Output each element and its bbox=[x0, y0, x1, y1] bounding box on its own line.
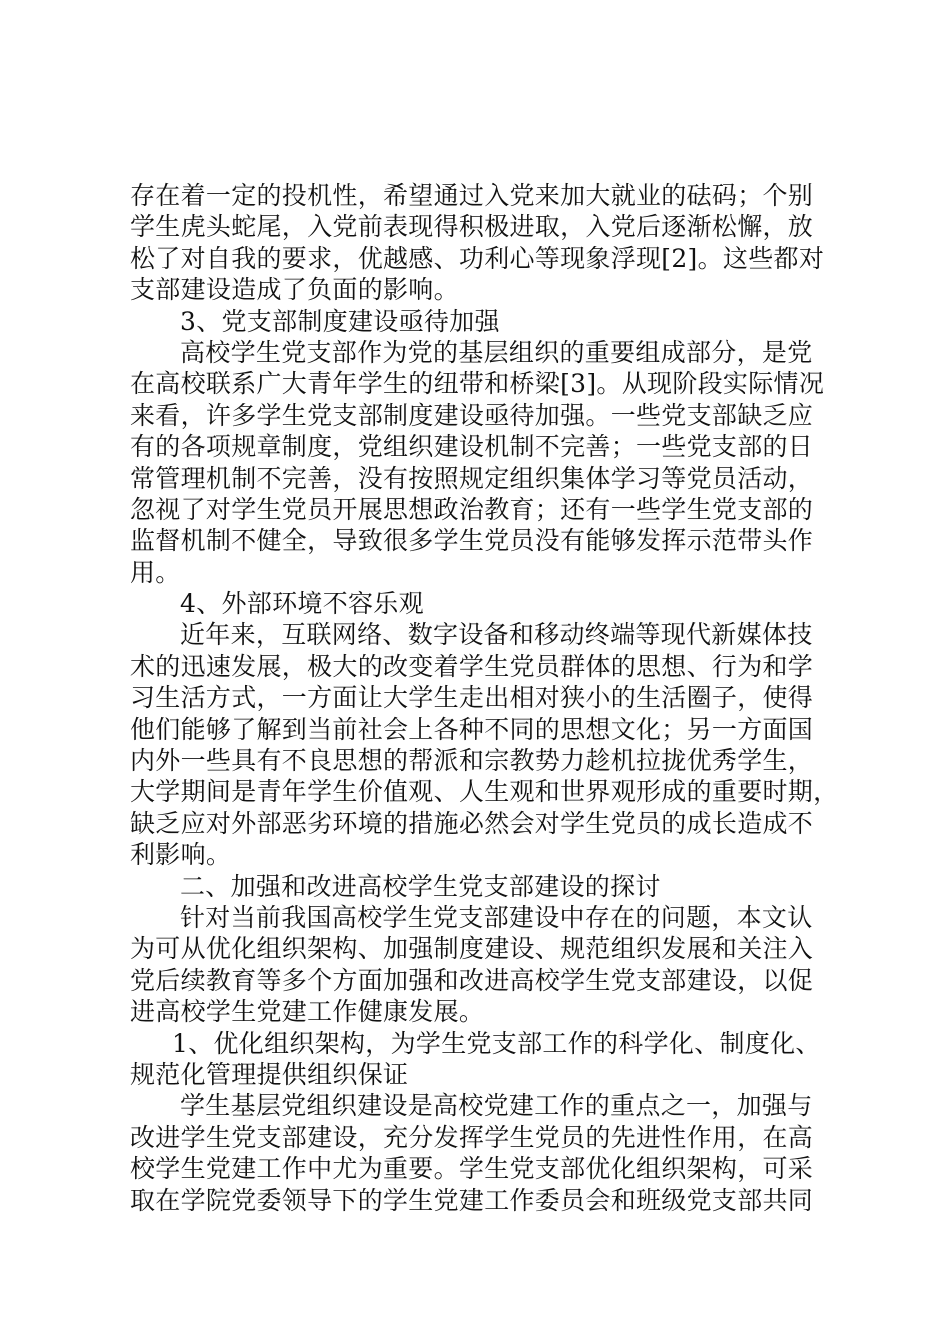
text-line: 针对当前我国高校学生党支部建设中存在的问题，本文认 bbox=[180, 902, 813, 932]
text-line: 监督机制不健全，导致很多学生党员没有能够发挥示范带头作 bbox=[130, 526, 814, 556]
text-line: 他们能够了解到当前社会上各种不同的思想文化；另一方面国 bbox=[130, 714, 814, 744]
text-line: 用。 bbox=[130, 557, 181, 587]
text-line: 支部建设造成了负面的影响。 bbox=[130, 275, 459, 305]
section-heading: 3、党支部制度建设亟待加强 bbox=[180, 306, 500, 336]
text-line: 为可从优化组织架构、加强制度建设、规范组织发展和关注入 bbox=[130, 934, 814, 964]
text-line: 学生虎头蛇尾，入党前表现得积极进取，入党后逐渐松懈，放 bbox=[130, 212, 814, 242]
text-line: 存在着一定的投机性，希望通过入党来加大就业的砝码；个别 bbox=[130, 181, 814, 210]
document-page bbox=[130, 180, 840, 1216]
text-line: 大学期间是青年学生价值观、人生观和世界观形成的重要时期， bbox=[130, 777, 839, 807]
text-line: 有的各项规章制度，党组织建设机制不完善；一些党支部的日 bbox=[130, 432, 814, 462]
section-heading: 二、加强和改进高校学生党支部建设的探讨 bbox=[180, 871, 661, 901]
text-line: 习生活方式，一方面让大学生走出相对狭小的生活圈子，使得 bbox=[130, 683, 814, 713]
section-heading-continued: 规范化管理提供组织保证 bbox=[130, 1059, 409, 1089]
text-line: 校学生党建工作中尤为重要。学生党支部优化组织架构，可采 bbox=[130, 1154, 814, 1184]
text-line: 术的迅速发展，极大的改变着学生党员群体的思想、行为和学 bbox=[130, 651, 814, 681]
text-line: 高校学生党支部作为党的基层组织的重要组成部分，是党 bbox=[180, 337, 813, 367]
text-line: 改进学生党支部建设，充分发挥学生党员的先进性作用，在高 bbox=[130, 1122, 814, 1152]
text-line: 取在学院党委领导下的学生党建工作委员会和班级党支部共同 bbox=[130, 1185, 814, 1215]
text-line: 在高校联系广大青年学生的纽带和桥梁[3]。从现阶段实际情况 bbox=[130, 369, 825, 399]
section-heading: 4、外部环境不容乐观 bbox=[180, 589, 424, 619]
text-line: 近年来，互联网络、数字设备和移动终端等现代新媒体技 bbox=[180, 620, 813, 650]
text-line: 松了对自我的要求，优越感、功利心等现象浮现[2]。这些都对 bbox=[130, 243, 825, 273]
text-line: 忽视了对学生党员开展思想政治教育；还有一些学生党支部的 bbox=[130, 494, 814, 524]
text-line: 学生基层党组织建设是高校党建工作的重点之一，加强与 bbox=[180, 1091, 813, 1121]
text-line: 进高校学生党建工作健康发展。 bbox=[130, 997, 485, 1027]
text-line: 利影响。 bbox=[130, 840, 232, 870]
section-heading: 1、优化组织架构，为学生党支部工作的科学化、制度化、 bbox=[172, 1028, 821, 1058]
text-line: 常管理机制不完善，没有按照规定组织集体学习等党员活动， bbox=[130, 463, 814, 493]
text-line: 来看，许多学生党支部制度建设亟待加强。一些党支部缺乏应 bbox=[130, 400, 814, 430]
text-line: 党后续教育等多个方面加强和改进高校学生党支部建设，以促 bbox=[130, 965, 814, 995]
text-line: 缺乏应对外部恶劣环境的措施必然会对学生党员的成长造成不 bbox=[130, 808, 814, 838]
text-line: 内外一些具有不良思想的帮派和宗教势力趁机拉拢优秀学生， bbox=[130, 746, 814, 776]
